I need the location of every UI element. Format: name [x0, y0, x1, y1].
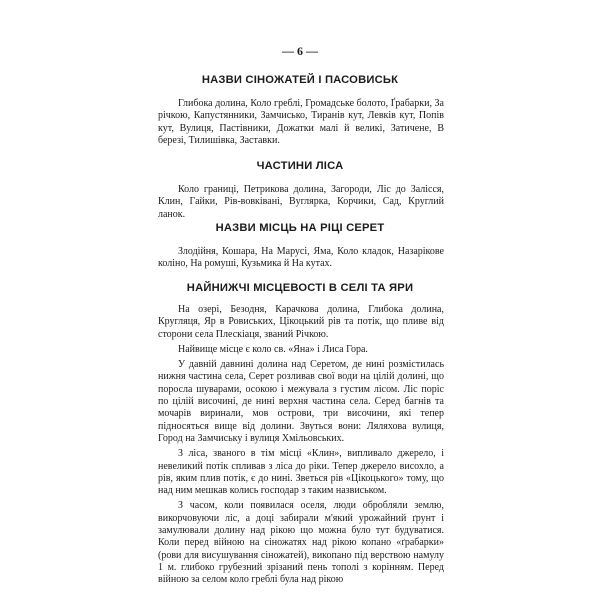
section-river [158, 246, 444, 271]
heading-meadows: НАЗВИ СІНОЖАТЕЙ І ПАСОВИСЬК [201, 74, 399, 86]
heading-forest: ЧАСТИНИ ЛІСА [256, 160, 344, 172]
section-lowest [158, 304, 444, 587]
heading-lowest: НАЙНИЖЧІ МІСЦЕВОСТІ В СЕЛІ ТА ЯРИ [186, 282, 414, 294]
paragraph-lowest-5: З часом, коли появилася оселя, люди обробляли землю, викорчовуючи ліс, а доці забирали м'який урожайний ґрунт і замулювали долину над рікою що можна було тут будуватися. Коли перед війною на сіножатях над рікою копано «ґрабарки» (рови для висушування сіножатей), викопано під верствою намулу 1 м. глибоко грубезний зрізаний пень тополі з корінням. Перед війною за селом коло греблі була над рікою [158, 500, 444, 586]
paragraph-lowest-4: З ліса, званого в тім місці «Клин», випливало джерело, і невеликий потік спливав з ліса до ріки. Тепер джерело висохло, а рів, яким плив потік, є до нині. Зветься рів «Цікоцького» тому, що над ним мешкав колись господар з таким назвиськом. [158, 448, 444, 497]
paragraph-lowest-2: Найвище місце є коло св. «Яна» і Лиса Гора. [178, 343, 368, 355]
heading-river: НАЗВИ МІСЦЬ НА РІЦІ СЕРЕТ [215, 222, 385, 234]
page-number: — 6 — [282, 44, 318, 58]
paragraph-lowest-1: На озері, Безодня, Карачкова долина, Глибока долина, Кругляця, Яр в Ровиських, Цікоцький рів та потік, що пливе від сторони села Плескіаця, званий Річкою. [158, 304, 444, 340]
paragraph-forest: Коло границі, Петрикова долина, Загороди, Ліс до Залісся, Клин, Гайки, Рів-вовківані, Вуглярка, Корчики, Сад, Круглий ланок. [158, 184, 444, 220]
paragraph-river: Злодійня, Кошара, На Марусі, Яма, Коло кладок, Назарікове колінo, На ромуші, Кузьмика й На кутах. [158, 246, 444, 270]
section-forest [158, 184, 444, 221]
section-meadows [158, 98, 444, 147]
paragraph-lowest-3: У давній давнині долина над Серетом, де нині розмістилась нижня частина села, Серет розливав свої води на цілій долині, що поросла шуварами, осокою і межувала з густим лісом. Ліс поріс по цілій височині, де нині верхня частина села. Серед багнів та мочарів виринали, мов острови, три височини, які тепер підносяться вище від долини. Звуться вони: Ляляхова вулиця, Город на Замчиську і вулиця Хмільовських. [158, 359, 444, 444]
paragraph-meadows: Глибока долина, Коло греблі, Громадське болото, Ґрабарки, За річкою, Капустянники, Замчисько, Тиранів кут, Левків кут, Попів кут, Вулиця, Пастівники, Дожатки малі й великі, Затичене, В березі, Тилишівка, Заставки. [158, 98, 444, 146]
